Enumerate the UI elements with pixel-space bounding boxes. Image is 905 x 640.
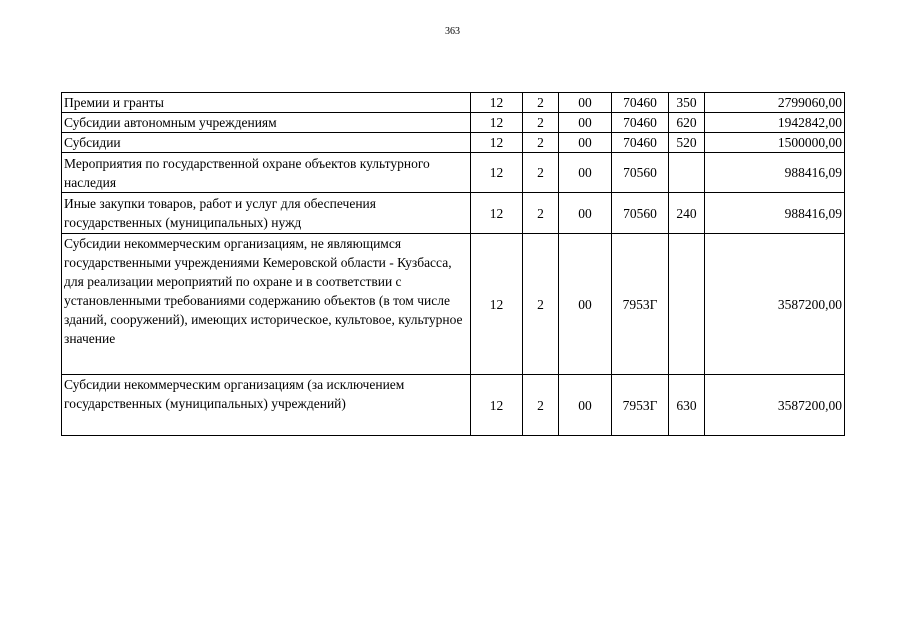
table-row	[62, 375, 845, 436]
table-row	[62, 93, 845, 113]
row-program: 00	[559, 193, 612, 234]
row-section: 12	[471, 375, 523, 436]
row-amount: 3587200,00	[705, 234, 845, 375]
row-subsection: 2	[523, 153, 559, 193]
row-code: 70460	[612, 93, 669, 113]
row-code: 70460	[612, 133, 669, 153]
row-subsection: 2	[523, 193, 559, 234]
table-row	[62, 133, 845, 153]
row-code: 70560	[612, 193, 669, 234]
table-row	[62, 234, 845, 375]
row-amount: 1500000,00	[705, 133, 845, 153]
table-body	[62, 93, 845, 436]
budget-table	[61, 92, 845, 436]
row-amount: 988416,09	[705, 193, 845, 234]
row-name: Субсидии	[62, 133, 471, 153]
row-name: Мероприятия по государственной охране объектов культурного наследия	[62, 153, 471, 193]
row-type: 520	[669, 133, 705, 153]
table-row	[62, 113, 845, 133]
page-number: 363	[445, 26, 460, 37]
row-type	[669, 153, 705, 193]
row-section: 12	[471, 133, 523, 153]
row-section: 12	[471, 234, 523, 375]
row-program: 00	[559, 375, 612, 436]
row-amount: 3587200,00	[705, 375, 845, 436]
row-type: 630	[669, 375, 705, 436]
row-type	[669, 234, 705, 375]
row-program: 00	[559, 133, 612, 153]
row-type: 350	[669, 93, 705, 113]
row-amount: 2799060,00	[705, 93, 845, 113]
row-section: 12	[471, 193, 523, 234]
row-program: 00	[559, 234, 612, 375]
row-type: 240	[669, 193, 705, 234]
row-code: 70560	[612, 153, 669, 193]
row-subsection: 2	[523, 133, 559, 153]
row-type: 620	[669, 113, 705, 133]
row-name: Субсидии некоммерческим организациям, не являющимся государственными учреждениями Кемеровской области - Кузбасса, для реализации мероприятий по охране и в соответствии с установленными требованиями содержанию объектов (в том числе зданий, сооружений), имеющих историческое, культовое, культурное значение	[62, 234, 471, 375]
row-amount: 988416,09	[705, 153, 845, 193]
row-subsection: 2	[523, 93, 559, 113]
row-section: 12	[471, 113, 523, 133]
row-program: 00	[559, 113, 612, 133]
row-code: 7953Г	[612, 375, 669, 436]
row-code: 7953Г	[612, 234, 669, 375]
row-name: Иные закупки товаров, работ и услуг для обеспечения государственных (муниципальных) нужд	[62, 193, 471, 234]
table-row	[62, 193, 845, 234]
row-name: Субсидии автономным учреждениям	[62, 113, 471, 133]
row-name: Субсидии некоммерческим организациям (за исключением государственных (муниципальных) учреждений)	[62, 375, 471, 436]
row-code: 70460	[612, 113, 669, 133]
row-name: Премии и гранты	[62, 93, 471, 113]
row-amount: 1942842,00	[705, 113, 845, 133]
row-program: 00	[559, 93, 612, 113]
row-program: 00	[559, 153, 612, 193]
row-section: 12	[471, 153, 523, 193]
row-section: 12	[471, 93, 523, 113]
row-subsection: 2	[523, 375, 559, 436]
table-row	[62, 153, 845, 193]
row-subsection: 2	[523, 234, 559, 375]
row-subsection: 2	[523, 113, 559, 133]
